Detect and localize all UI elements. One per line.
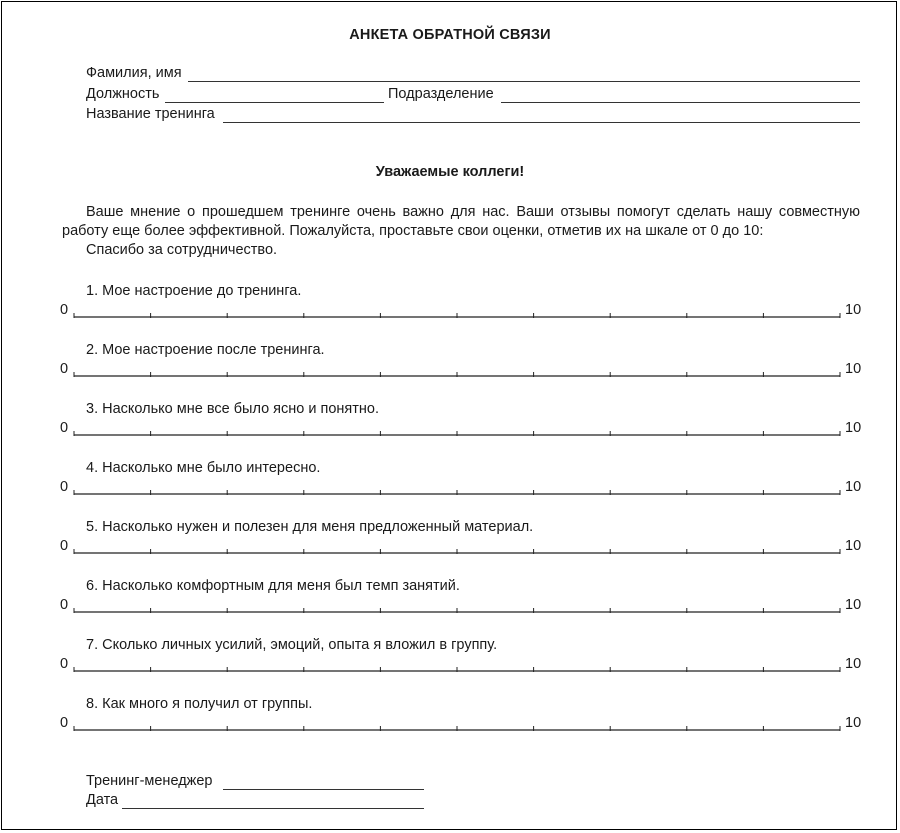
scale-min-label: 0 <box>60 479 69 495</box>
rating-scale-4[interactable] <box>74 490 840 495</box>
department-label: Подразделение <box>388 86 494 102</box>
scale-min-label: 0 <box>60 302 69 318</box>
question-3: 3. Насколько мне все было ясно и понятно. <box>86 401 380 417</box>
scale-min-label: 0 <box>60 420 69 436</box>
rating-scale-5[interactable] <box>74 549 840 554</box>
greeting: Уважаемые коллеги! <box>375 164 525 180</box>
thanks-line: Спасибо за сотрудничество. <box>86 242 278 258</box>
rating-scale-2[interactable] <box>74 372 840 377</box>
scale-max-label: 10 <box>845 656 862 672</box>
scale-max-label: 10 <box>845 302 862 318</box>
form-title: АНКЕТА ОБРАТНОЙ СВЯЗИ <box>349 27 551 43</box>
question-6: 6. Насколько комфортным для меня был темп занятий. <box>86 578 460 594</box>
question-5: 5. Насколько нужен и полезен для меня предложенный материал. <box>86 519 534 535</box>
scale-min-label: 0 <box>60 715 69 731</box>
manager-label: Тренинг-менеджер <box>86 773 213 789</box>
rating-scale-3[interactable] <box>74 431 840 436</box>
intro-paragraph: Ваше мнение о прошедшем тренинге очень важно для нас. Ваши отзывы помогут сделать нашу совместную работу еще более эффективной. Пожалуйста, проставьте свои оценки, отметив их на шкале от 0 до 10: <box>62 204 860 239</box>
date-label: Дата <box>86 792 119 808</box>
scale-max-label: 10 <box>845 361 862 377</box>
question-1: 1. Мое настроение до тренинга. <box>86 283 302 299</box>
rating-scale-6[interactable] <box>74 608 840 613</box>
question-2: 2. Мое настроение после тренинга. <box>86 342 325 358</box>
scale-max-label: 10 <box>845 538 862 554</box>
scale-max-label: 10 <box>845 597 862 613</box>
training-label: Название тренинга <box>86 106 215 122</box>
scale-max-label: 10 <box>845 420 862 436</box>
position-label: Должность <box>86 86 160 102</box>
question-8: 8. Как много я получил от группы. <box>86 696 313 712</box>
scale-min-label: 0 <box>60 538 69 554</box>
scale-max-label: 10 <box>845 479 862 495</box>
manager-line[interactable] <box>223 789 424 790</box>
rating-scale-1[interactable] <box>74 313 840 318</box>
question-7: 7. Сколько личных усилий, эмоций, опыта я вложил в группу. <box>86 637 498 653</box>
date-field[interactable] <box>86 792 424 812</box>
scale-min-label: 0 <box>60 597 69 613</box>
scale-min-label: 0 <box>60 361 69 377</box>
scale-max-label: 10 <box>845 715 862 731</box>
rating-scale-8[interactable] <box>74 726 840 731</box>
name-label: Фамилия, имя <box>86 65 182 81</box>
scale-min-label: 0 <box>60 656 69 672</box>
question-4: 4. Насколько мне было интересно. <box>86 460 321 476</box>
rating-scale-7[interactable] <box>74 667 840 672</box>
date-line[interactable] <box>122 808 424 809</box>
manager-field[interactable] <box>86 773 424 793</box>
